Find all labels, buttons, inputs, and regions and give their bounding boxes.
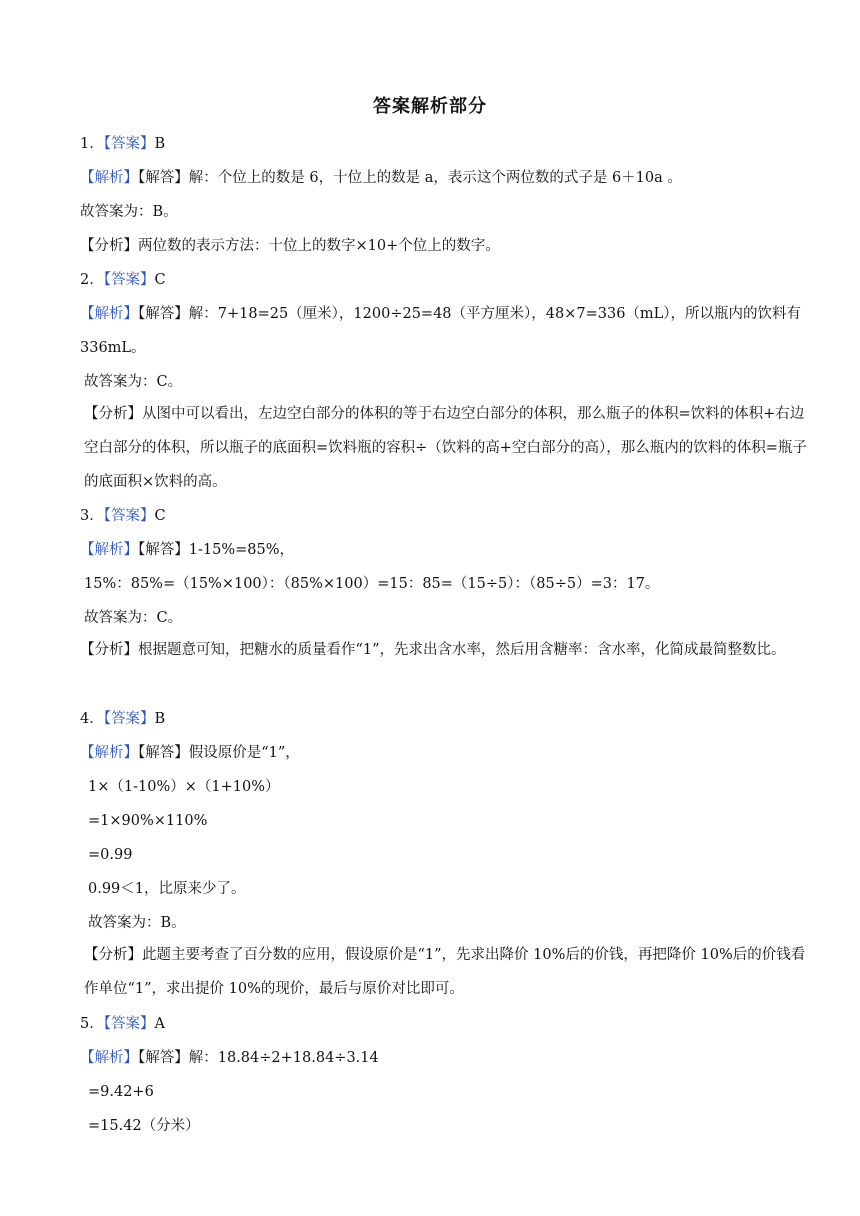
- jiexi-tag: 【解析】: [80, 1050, 138, 1066]
- jieda-tag: 【解答】: [138, 306, 189, 322]
- q1-answer-line: [80, 133, 808, 155]
- answer-tag: 【答案】: [103, 508, 155, 524]
- q1-analysis: 两位数的表示方法：十位上的数字×10+个位上的数字。: [138, 238, 500, 254]
- q5-number: 5．: [80, 1016, 104, 1032]
- q2-conclusion: 故答案为：C。: [84, 374, 183, 390]
- q4-analysis-line: [80, 938, 808, 1006]
- q3-step-1: 15%：85%=（15%×100）：（85%×100）=15：85=（15÷5）：（85÷5）=3：17。: [84, 576, 660, 592]
- q5-answer: A: [154, 1016, 165, 1032]
- q2-solution: 解：7+18=25（厘米），1200÷25=48（平方厘米），48×7=336（mL），所以瓶内的饮料有 336mL。: [80, 306, 802, 356]
- jieda-tag: 【解答】: [138, 170, 189, 186]
- q1-solution: 解：个位上的数是 6，十位上的数是 a，表示这个两位数的式子是 6＋10a 。: [188, 170, 682, 186]
- q5-step-1: =9.42+6: [88, 1084, 154, 1100]
- q4-solution-line: [80, 742, 808, 764]
- fenxi-tag: 【分析】: [84, 947, 142, 963]
- q4-answer: B: [154, 711, 166, 727]
- q2-solution-line: [80, 297, 808, 365]
- q3-analysis-line: [80, 633, 808, 667]
- answer-tag: 【答案】: [103, 1016, 155, 1032]
- q1-number: 1．: [80, 136, 104, 152]
- q3-answer: C: [154, 508, 166, 524]
- q3-conclusion: 故答案为：C。: [84, 610, 183, 626]
- page-title: 答案解析部分: [373, 96, 487, 117]
- q1-answer: B: [154, 136, 166, 152]
- q3-answer-line: [80, 505, 808, 527]
- q4-conclusion: 故答案为：B。: [88, 915, 186, 931]
- jieda-tag: 【解答】: [138, 745, 189, 761]
- jiexi-tag: 【解析】: [80, 745, 138, 761]
- q5-step-2: =15.42（分米）: [88, 1118, 200, 1134]
- q2-analysis: 从图中可以看出，左边空白部分的体积的等于右边空白部分的体积，那么瓶子的体积=饮料的体积+右边空白部分的体积，所以瓶子的底面积=饮料瓶的容积÷（饮料的高+空白部分的高），那么瓶内的饮料的体积=瓶子的底面积×饮料的高。: [84, 406, 807, 490]
- fenxi-tag: 【分析】: [84, 406, 142, 422]
- q2-answer: C: [154, 272, 166, 288]
- jieda-tag: 【解答】: [138, 1050, 189, 1066]
- q5-answer-line: [80, 1013, 808, 1035]
- q3-solution: 1-15%=85%，: [188, 542, 294, 558]
- q3-analysis: 根据题意可知，把糖水的质量看作“1”，先求出含水率，然后用含糖率：含水率，化简成最简整数比。: [138, 642, 786, 658]
- jiexi-tag: 【解析】: [80, 170, 138, 186]
- q1-analysis-line: [80, 235, 808, 257]
- q4-step-4: 0.99＜1，比原来少了。: [88, 881, 246, 897]
- q2-number: 2．: [80, 272, 104, 288]
- q3-number: 3．: [80, 508, 104, 524]
- q3-solution-line: [80, 539, 808, 561]
- q4-analysis: 此题主要考查了百分数的应用，假设原价是“1”，先求出降价 10%后的价钱，再把降价 10%后的价钱看作单位“1”，求出提价 10%的现价，最后与原价对比即可。: [84, 947, 806, 997]
- q2-analysis-line: [80, 397, 808, 499]
- q4-answer-line: [80, 708, 808, 730]
- q2-answer-line: [80, 269, 808, 291]
- answer-tag: 【答案】: [103, 711, 155, 727]
- jiexi-tag: 【解析】: [80, 542, 138, 558]
- fenxi-tag: 【分析】: [80, 642, 138, 658]
- q4-solution: 假设原价是“1”，: [188, 745, 300, 761]
- q5-solution-line: [80, 1047, 808, 1069]
- q1-conclusion: 故答案为：B。: [80, 204, 178, 220]
- q1-solution-line: [80, 167, 808, 189]
- jiexi-tag: 【解析】: [80, 306, 138, 322]
- jieda-tag: 【解答】: [138, 542, 189, 558]
- q4-step-3: =0.99: [88, 847, 133, 863]
- q5-solution: 解：18.84÷2+18.84÷3.14: [188, 1050, 379, 1066]
- fenxi-tag: 【分析】: [80, 238, 138, 254]
- answer-tag: 【答案】: [103, 272, 155, 288]
- q4-number: 4．: [80, 711, 104, 727]
- answer-tag: 【答案】: [103, 136, 155, 152]
- q4-step-2: =1×90%×110%: [88, 813, 208, 829]
- q4-step-1: 1×（1-10%）×（1+10%）: [88, 779, 280, 795]
